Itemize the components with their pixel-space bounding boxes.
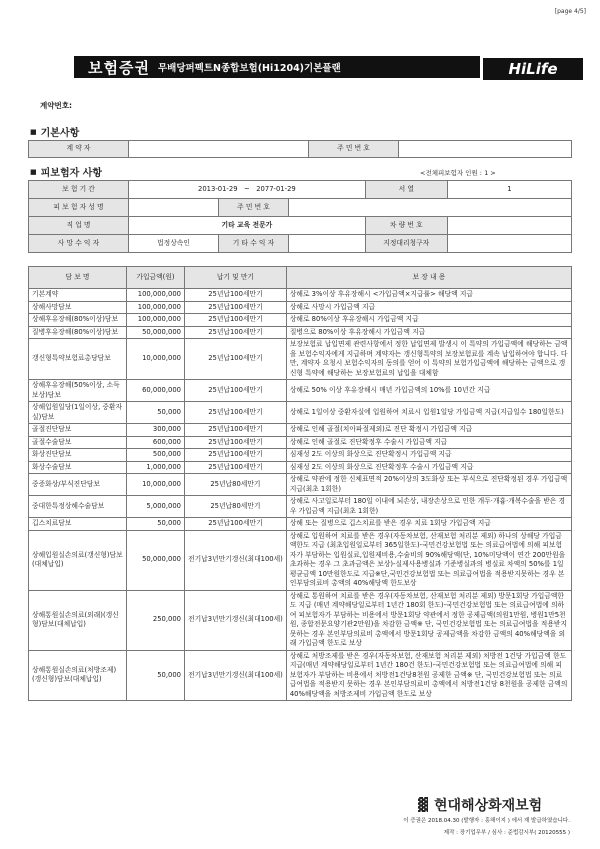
other-beneficiary-label: 기 타 수 익 자 (219, 235, 289, 253)
coverage-amount-cell: 100,000,000 (127, 289, 185, 302)
coverage-desc-cell: 상해로 입원하여 치료를 받은 경우(자동차보험, 산재보험 처리분 제외) 하나의 상해당 가입금액한도 지급 (최초입원일로부터 365일한도)-국민건강보험법 또는 의료급여법에 의해 피보험자가 부담하는 입원실료,입원제비용,수술비의 90%해당액(단, 10%미당액이 연간 200만원을 초과하는 경우 그 초과금액은 보상)-실제사용병실과 기준병실과의 병실료 차액의 50%를 1일평균금액 10만원한도로 지급※단,국민건강보험법 또는 의료급여법을 적용받지못하는 경우 본인부담의료비 총액의 40%해당액 한도보상 (286, 530, 571, 590)
coverage-desc-cell: 질병으로 80%이상 후유장해시 가입금액 지급 (286, 326, 571, 339)
insured-name-value (129, 199, 219, 217)
coverage-name-cell: 상해후유장해(50%이상, 소득보상)담보 (29, 380, 127, 402)
insured-name-label: 피 보 험 자 성 명 (29, 199, 129, 217)
table-row (29, 402, 572, 424)
coverage-header-name: 담 보 명 (29, 267, 127, 289)
coverage-term-cell: 25년납100세만기 (185, 339, 287, 380)
coverage-desc-cell: 상해로 3%이상 후유장해시 <가입금액×지급률> 해당액 지급 (286, 289, 571, 302)
other-beneficiary-value (289, 235, 366, 253)
job-value: 기타 교육 전문가 (129, 217, 366, 235)
footer-issue-note: 이 증권은 2018.04.30 (발행자 : 흥해이지 ) 에서 재 발급하였습니다. (403, 818, 570, 824)
coverage-amount-cell: 300,000 (127, 424, 185, 437)
company-name (418, 795, 542, 815)
company-logo-icon: ▓ (418, 797, 428, 813)
coverage-desc-cell: 상해로 통원하여 치료를 받은 경우(자동차보험, 산재보험 처리분 제외) 방문1회당 가입금액한도 지급 (매년 계약해당일로부터 1년간 180회 한도)-국민건강보험법 또는 의료급여법에 의하여 피보험자가 부담하는 비용에서 방문1회당 약관에서 정한 공제금액(의원1만원, 병원1만5천원, 종합전문요양기관2만원)을 차감한 금액※ 단, 국민건강보험법 또는 의료급여법을 적용받지 못하는 경우 본인부담의료비 총액에서 방문1회당 공제금액을 차감한 금액의 40%해당액을 외래 가입금액 한도로 보상 (286, 590, 571, 650)
coverage-term-cell: 25년납100세만기 (185, 289, 287, 302)
coverage-amount-cell: 100,000,000 (127, 314, 185, 327)
coverage-name-cell: 화상진단담보 (29, 449, 127, 462)
coverage-desc-cell: 상해로 사고일로부터 180일 이내에 뇌손상, 내장손상으로 인한 개두·개흉·개복수술을 받은 경우 가입금액 지급(최초 1회한) (286, 496, 571, 518)
coverage-name-cell: 상해입원일당(1일이상, 중환자실)담보 (29, 402, 127, 424)
coverage-name-cell: 상해통원실손의료(외래)(갱신형)담보(대체납입) (29, 590, 127, 650)
basic-section-title (30, 124, 79, 139)
coverage-name-cell: 깁스치료담보 (29, 518, 127, 531)
table-row (29, 496, 572, 518)
table-row (29, 424, 572, 437)
coverage-name-cell: 중증화상/부식진단담보 (29, 474, 127, 496)
coverage-name-cell: 갱신형특약보험료총당담보 (29, 339, 127, 380)
coverage-header-term: 납기 및 만기 (185, 267, 287, 289)
coverage-amount-cell: 10,000,000 (127, 339, 185, 380)
insured-info-table (28, 180, 572, 253)
coverage-term-cell: 25년납100세만기 (185, 314, 287, 327)
coverage-term-cell: 전기납3년만기갱신(최대100세) (185, 530, 287, 590)
coverage-term-cell: 전기납3년만기갱신(최대100세) (185, 590, 287, 650)
document-title-bar (74, 56, 480, 78)
contract-number-label: 계약번호: (40, 101, 72, 110)
period-separator: ~ (244, 184, 250, 193)
coverage-desc-cell: 상해로 처방조제를 받은 경우(자동차보험, 산재보험 처리분 제외) 처방전 1건당 가입금액 한도 지급(매년 계약해당일로부터 1년간 180건 한도)-국민건강보험법 또는 의료급여법에 의해 피보험자가 부담하는 비용에서 처방전1건당8천원 공제한 금액※ 단, 국민건강보험법 또는 의료급여법을 적용받지 못하는 경우 본인부담의료비 총액에서 처방전1건당 8천원을 공제한 금액의 40%해당액을 처방조제비 가입금액 한도로 보상 (286, 650, 571, 701)
table-row (29, 518, 572, 531)
beneficiary-label: 사 망 수 익 자 (29, 235, 129, 253)
coverage-term-cell: 25년납100세만기 (185, 518, 287, 531)
designated-proxy-value (447, 235, 571, 253)
beneficiary-value: 법정상속인 (129, 235, 219, 253)
coverage-desc-cell: 상해로 50% 이상 후유장해시 매년 가입금액의 10%를 10년간 지급 (286, 380, 571, 402)
coverage-term-cell: 전기납3년만기갱신(최대100세) (185, 650, 287, 701)
coverage-amount-cell: 500,000 (127, 449, 185, 462)
table-row (29, 474, 572, 496)
coverage-name-cell: 상해통원실손의료(처방조제)(갱신형)담보(대체납입) (29, 650, 127, 701)
car-value (447, 217, 571, 235)
coverage-desc-cell: 상해로 1일이상 중환자실에 입원하여 치료시 입원1일당 가입금액 지급(지급일수 180일한도) (286, 402, 571, 424)
coverage-name-cell: 기본계약 (29, 289, 127, 302)
table-row (29, 449, 572, 462)
table-row (29, 530, 572, 590)
coverage-amount-cell: 60,000,000 (127, 380, 185, 402)
coverage-term-cell: 25년납100세만기 (185, 449, 287, 462)
insured-count-note: <전체피보험자 인원 : 1 > (420, 169, 496, 177)
coverage-table (28, 266, 572, 701)
table-row (29, 650, 572, 701)
coverage-amount-cell: 50,000,000 (127, 326, 185, 339)
table-row (29, 326, 572, 339)
table-row (29, 289, 572, 302)
coverage-desc-cell: 상해 또는 질병으로 깁스치료를 받은 경우 치료 1회당 가입금액 지급 (286, 518, 571, 531)
title-main: 보험증권 (88, 58, 150, 77)
coverage-amount-cell: 50,000 (127, 518, 185, 531)
table-row (29, 314, 572, 327)
table-row (29, 380, 572, 402)
basic-section-label: 기본사항 (40, 128, 80, 139)
table-row (29, 590, 572, 650)
coverage-desc-cell: 상해로 인해 골절(치아파절제외)로 진단 확정시 가입금액 지급 (286, 424, 571, 437)
coverage-amount-cell: 600,000 (127, 436, 185, 449)
coverage-term-cell: 25년납100세만기 (185, 424, 287, 437)
coverage-desc-cell: 심재성 2도 이상의 화상으로 진단확정후 수술시 가입금액 지급 (286, 461, 571, 474)
coverage-term-cell: 25년납100세만기 (185, 461, 287, 474)
coverage-desc-cell: 보장보험료 납입면제 관련사항에서 정한 납입면제 발생시 이 특약의 가입금액에 해당하는 금액을 보험수익자에게 지급하며 계약자는 갱신형특약의 보장보험료를 계속 납입하여야 합니다. 다만, 계약자 요청시 보험수익자의 동의를 얻어 이 특약의 보험가입금액에 해당하는 금액으로 갱신형 특약에 해당하는 보장보험료의 납입을 대체함 (286, 339, 571, 380)
footer-production-note: 제작 : 장기업무부 / 심사 : 준법감시부( 20120555 ) (443, 830, 570, 836)
table-row (29, 301, 572, 314)
coverage-desc-cell: 상해로 약관에 정한 신체표면적 20%이상의 3도화상 또는 부식으로 진단확정된 경우 가입금액 지급(최초 1회한) (286, 474, 571, 496)
period-value (129, 181, 366, 199)
section-bullet-icon: ■ (30, 167, 37, 176)
coverage-amount-cell: 50,000,000 (127, 530, 185, 590)
coverage-amount-cell: 250,000 (127, 590, 185, 650)
job-label: 직 업 명 (29, 217, 129, 235)
coverage-amount-cell: 50,000 (127, 402, 185, 424)
coverage-amount-cell: 100,000,000 (127, 301, 185, 314)
coverage-name-cell: 질병후유장해(80%이상)담보 (29, 326, 127, 339)
period-end: 2077-01-29 (256, 184, 296, 193)
coverage-name-cell: 화상수술담보 (29, 461, 127, 474)
title-sub: 무배당퍼펙트N종합보험(Hi1204)기본플랜 (157, 63, 341, 74)
coverage-term-cell: 25년납100세만기 (185, 326, 287, 339)
section-bullet-icon: ■ (30, 127, 37, 136)
period-start: 2013-01-29 (198, 184, 238, 193)
coverage-amount-cell: 1,000,000 (127, 461, 185, 474)
coverage-term-cell: 25년납100세만기 (185, 301, 287, 314)
coverage-header-desc: 보 장 내 용 (286, 267, 571, 289)
coverage-header-amount: 가입금액(원) (127, 267, 185, 289)
basic-resident-value (399, 141, 572, 158)
coverage-name-cell: 상해입원실손의료(갱신형)담보(대체납입) (29, 530, 127, 590)
table-row (29, 436, 572, 449)
coverage-name-cell: 중대한특정상해수술담보 (29, 496, 127, 518)
contractor-value (129, 141, 309, 158)
coverage-term-cell: 25년납100세만기 (185, 402, 287, 424)
contractor-label: 계 약 자 (29, 141, 129, 158)
designated-proxy-label: 지정대리청구자 (365, 235, 447, 253)
coverage-term-cell: 25년납100세만기 (185, 380, 287, 402)
coverage-desc-cell: 상해로 사망시 가입금액 지급 (286, 301, 571, 314)
order-label: 서 열 (365, 181, 447, 199)
coverage-name-cell: 골절수술담보 (29, 436, 127, 449)
basic-resident-label: 주 민 번 호 (309, 141, 399, 158)
period-label: 보 험 기 간 (29, 181, 129, 199)
coverage-amount-cell: 50,000 (127, 650, 185, 701)
coverage-term-cell: 25년납80세만기 (185, 474, 287, 496)
order-value: 1 (447, 181, 571, 199)
company-label: 현대해상화재보험 (434, 798, 543, 814)
coverage-term-cell: 25년납80세만기 (185, 496, 287, 518)
coverage-desc-cell: 상해로 인해 골절로 진단확정후 수술시 가입금액 지급 (286, 436, 571, 449)
table-row (29, 339, 572, 380)
insured-section-label: 피보험자 사항 (40, 168, 103, 179)
page-number: [page 4/5] (554, 8, 586, 15)
coverage-term-cell: 25년납100세만기 (185, 436, 287, 449)
car-label: 차 량 번 호 (365, 217, 447, 235)
brand-logo: HiLife (483, 58, 583, 80)
coverage-name-cell: 골절진단담보 (29, 424, 127, 437)
insured-resident-value (289, 199, 572, 217)
coverage-name-cell: 상해사망담보 (29, 301, 127, 314)
insured-resident-label: 주 민 번 호 (219, 199, 289, 217)
basic-info-table (28, 140, 572, 158)
coverage-desc-cell: 심재성 2도 이상의 화상으로 진단확정시 가입금액 지급 (286, 449, 571, 462)
coverage-amount-cell: 5,000,000 (127, 496, 185, 518)
coverage-name-cell: 상해후유장해(80%이상)담보 (29, 314, 127, 327)
coverage-amount-cell: 10,000,000 (127, 474, 185, 496)
coverage-desc-cell: 상해로 80%이상 후유장해시 가입금액 지급 (286, 314, 571, 327)
table-row (29, 461, 572, 474)
insured-section-title (30, 164, 102, 179)
